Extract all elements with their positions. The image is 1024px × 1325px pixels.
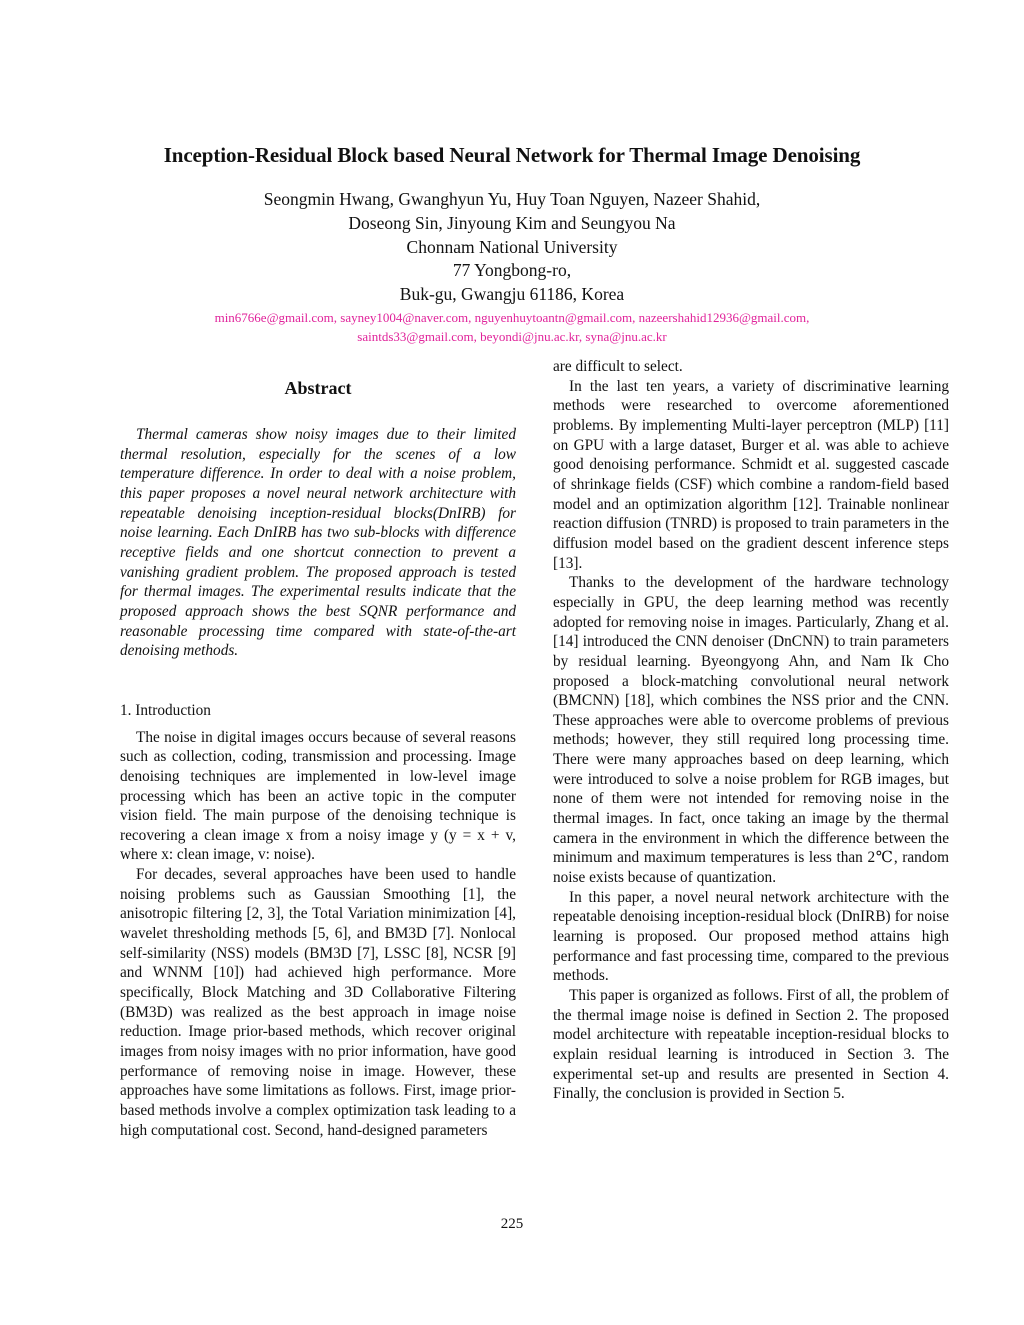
- abstract-text: Thermal cameras show noisy images due to their limited thermal resolution, especially for the scenes of a low temperature difference. In order to deal with a noise problem, this paper proposes a novel neural network architecture with repeatable denoising inception-residual blocks(DnIRB) for noise learning. Each DnIRB has two sub-blocks with difference receptive fields and one shortcut connection to prevent a vanishing gradient problem. The proposed approach is tested for thermal images. The experimental results indicate that the proposed approach shows the best SQNR performance and reasonable processing time compared with state-of-the-art denoising methods.: [120, 426, 516, 660]
- body-paragraph: In this paper, a novel neural network architecture with the repeatable denoising inception-residual block (DnIRB) for noise learning is proposed. Our proposed method attains high performance and fast processing time, compared to the previous methods.: [553, 888, 949, 985]
- address-line: Buk-gu, Gwangju 61186, Korea: [399, 284, 625, 305]
- author-line: Doseong Sin, Jinyoung Kim and Seungyou Na: [348, 212, 676, 233]
- section-heading-introduction: 1. Introduction: [120, 701, 211, 719]
- author-block: [0, 188, 1024, 307]
- author-line: Seongmin Hwang, Gwanghyun Yu, Huy Toan Nguyen, Nazeer Shahid,: [263, 189, 761, 209]
- email-line: saintds33@gmail.com, beyondi@jnu.ac.kr, syna@jnu.ac.kr: [357, 329, 667, 344]
- body-paragraph: Thanks to the development of the hardware technology especially in GPU, the deep learning method was recently adopted for removing noise in images. Particularly, Zhang et al. [14] introduced the CNN denoiser (DnCNN) to train parameters by residual learning. Byeongyong Ahn, and Nam Ik Cho proposed a block-matching convolutional neural network (BMCNN) [18], which combines the NSS prior and the CNN. These approaches were able to overcome problems of previous methods; however, they still required long processing time. There were many approaches based on deep learning, which were introduced to solve a noise problem for RGB images, but none of them were not intended for removing noise in the thermal images. In fact, once taking an image by the thermal camera in the environment in which the difference between the minimum and maximum temperatures is less than 2℃, random noise exists because of quantization.: [553, 574, 949, 887]
- body-paragraph-continued: are difficult to select.: [553, 358, 683, 375]
- affiliation-line: Chonnam National University: [406, 236, 618, 257]
- body-paragraph: For decades, several approaches have been used to handle noising problems such as Gaussian Smoothing [1], the anisotropic filtering [2, 3], the Total Variation minimization [4], wavelet thresholding methods [5, 6], and BM3D [7]. Nonlocal self-similarity (NSS) models (BM3D [7], LSSC [8], NCSR [9] and WNNM [10]) had achieved high performance. More specifically, Block Matching and 3D Collaborative Filtering (BM3D) was realized as the best approach in image noise reduction. Image prior-based methods, which recover original images from noisy images with no prior information, have good performance of removing noise in image. However, these approaches have some limitations as follows. First, image prior-based methods involve a complex optimization task leading to a high computational cost. Second, hand-designed parameters: [120, 866, 516, 1139]
- body-paragraph: The noise in digital images occurs because of several reasons such as collection, coding, transmission and processing. Image denoising techniques are implemented in low-level image processing which has been an active topic in the computer vision field. The main purpose of the denoising technique is recovering a clean image x from a noisy image y (y = x + v, where x: clean image, v: noise).: [120, 728, 516, 864]
- body-paragraph: In the last ten years, a variety of discriminative learning methods were researched to overcome aforementioned problems. By implementing Multi-layer perceptron (MLP) [11] on GPU with a large dataset, Burger et al. was able to achieve good denoising performance. Schmidt et al. suggested cascade of shrinkage fields (CSF) which combine a random-field based model and an optimization algorithm [12]. Trainable nonlinear reaction diffusion (TNRD) is proposed to train parameters in the diffusion model based on the gradient descent inference steps [13].: [553, 377, 949, 572]
- address-line: 77 Yongbong-ro,: [452, 260, 572, 281]
- email-block: [0, 308, 1024, 346]
- email-line: min6766e@gmail.com, sayney1004@naver.com, nguyenhuytoantn@gmail.com, nazeershahid12936@gmail.com,: [214, 310, 810, 325]
- page-number: 225: [500, 1216, 524, 1232]
- body-paragraph: This paper is organized as follows. First of all, the problem of the thermal image noise is defined in Section 2. The proposed model architecture with repeatable inception-residual blocks to explain residual learning is introduced in Section 3. The experimental set-up and results are presented in Section 4. Finally, the conclusion is provided in Section 5.: [553, 987, 949, 1103]
- paper-title: Inception-Residual Block based Neural Network for Thermal Image Denoising: [163, 143, 861, 167]
- abstract-heading: Abstract: [284, 378, 352, 398]
- left-column: [120, 376, 516, 1140]
- right-column: [553, 357, 949, 1104]
